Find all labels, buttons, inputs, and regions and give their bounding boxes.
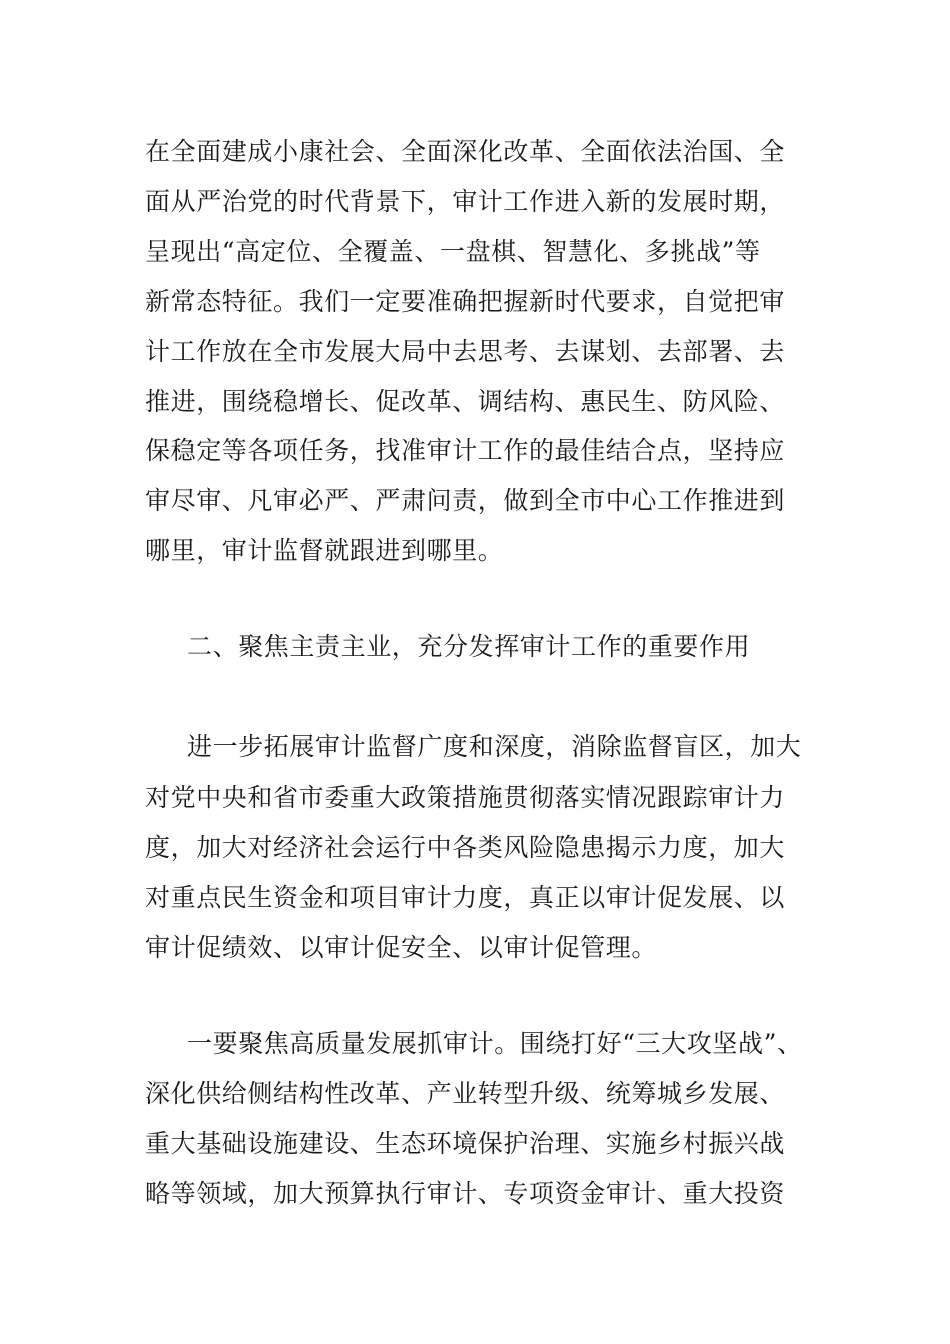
paragraph-1-line-3: 呈现出“高定位、全覆盖、一盘棋、智慧化、多挑战”等 xyxy=(145,237,761,266)
paragraph-1-line-6: 推进，围绕稳增长、促改革、调结构、惠民生、防风险、 xyxy=(145,387,786,416)
paragraph-1-line-7: 保稳定等各项任务，找准审计工作的最佳结合点，坚持应 xyxy=(145,436,786,465)
paragraph-3-line-2: 深化供给侧结构性改革、产业转型升级、统筹城乡发展、 xyxy=(145,1079,786,1108)
section-heading-2: 二、聚焦主责主业，充分发挥审计工作的重要作用 xyxy=(187,632,751,661)
paragraph-1-line-2: 面从严治党的时代背景下，审计工作进入新的发展时期， xyxy=(145,187,786,216)
paragraph-3-line-4: 略等领域，加大预算执行审计、专项资金审计、重大投资 xyxy=(145,1179,786,1208)
paragraph-2-line-5: 审计促绩效、以审计促安全、以审计促管理。 xyxy=(145,933,658,962)
paragraph-2-line-1: 进一步拓展审计监督广度和深度，消除监督盲区，加大 xyxy=(187,732,802,761)
paragraph-2-line-2: 对党中央和省市委重大政策措施贯彻落实情况跟踪审计力 xyxy=(145,783,786,812)
paragraph-1-line-4: 新常态特征。我们一定要准确把握新时代要求，自觉把审 xyxy=(145,287,786,316)
paragraph-1-line-1: 在全面建成小康社会、全面深化改革、全面依法治国、全 xyxy=(145,137,786,166)
paragraph-1-line-8: 审尽审、凡审必严、严肃问责，做到全市中心工作推进到 xyxy=(145,486,786,515)
paragraph-1-line-5: 计工作放在全市发展大局中去思考、去谋划、去部署、去 xyxy=(145,337,786,366)
paragraph-2-line-4: 对重点民生资金和项目审计力度，真正以审计促发展、以 xyxy=(145,883,786,912)
paragraph-3-line-1: 一要聚焦高质量发展抓审计。围绕打好“三大攻坚战”、 xyxy=(187,1029,803,1058)
paragraph-3-line-3: 重大基础设施建设、生态环境保护治理、实施乡村振兴战 xyxy=(145,1129,786,1158)
paragraph-1-line-9: 哪里，审计监督就跟进到哪里。 xyxy=(145,536,504,565)
paragraph-2-line-3: 度，加大对经济社会运行中各类风险隐患揭示力度，加大 xyxy=(145,833,786,862)
